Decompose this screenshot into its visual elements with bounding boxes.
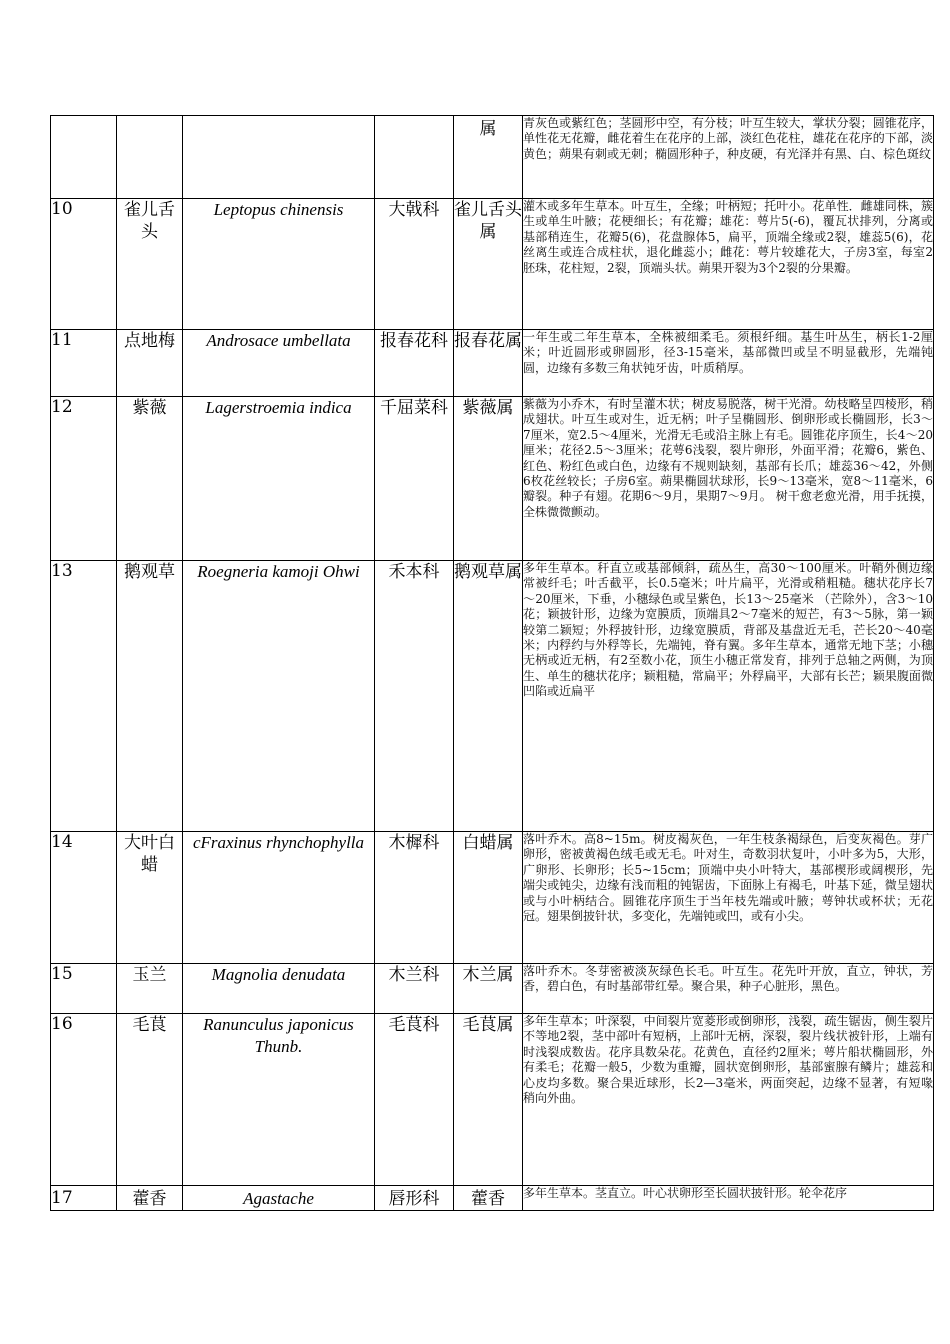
table-row	[51, 1014, 934, 1186]
genus-name: 紫薇属	[454, 397, 523, 561]
plant-name: 大叶白蜡	[117, 832, 183, 964]
family-name: 木樨科	[375, 832, 454, 964]
latin-name: Agastache	[183, 1186, 375, 1211]
plant-name: 玉兰	[117, 964, 183, 1014]
genus-name: 藿香	[454, 1186, 523, 1211]
table-row	[51, 832, 934, 964]
plant-name: 雀儿舌头	[117, 199, 183, 330]
family-name: 报春花科	[375, 330, 454, 397]
plant-name: 紫薇	[117, 397, 183, 561]
genus-name: 木兰属	[454, 964, 523, 1014]
table-row	[51, 964, 934, 1014]
latin-name: cFraxinus rhynchophylla	[183, 832, 375, 964]
table-row	[51, 1186, 934, 1211]
table-row	[51, 199, 934, 330]
plant-name: 鹅观草	[117, 561, 183, 832]
latin-name: Lagerstroemia indica	[183, 397, 375, 561]
table-row	[51, 330, 934, 397]
row-number: 11	[51, 330, 117, 397]
description: 一年生或二年生草本，全株被细柔毛。须根纤细。基生叶丛生，柄长1-2厘米；叶近圆形或卵圆形，径3-15毫米，基部微凹或呈不明显截形，先端钝圆，边缘有多数三角状钝牙齿，叶质稍厚。	[523, 330, 934, 397]
latin-name: Roegneria kamoji Ohwi	[183, 561, 375, 832]
description: 多年生草本；叶深裂，中间裂片宽菱形或倒卵形，浅裂，疏生锯齿，侧生裂片不等地2裂，茎中部叶有短柄，上部叶无柄，深裂，裂片线状被针形，上端有时浅裂成数齿。花序具数朵花。花黄色，直径约2厘米；萼片船状椭圆形，外有柔毛；花瓣一般5，少数为重瓣，圆状宽倒卵形，基部蜜腺有鳞片；雄蕊和心皮均多数。聚合果近球形，长2—3毫米，两面突起，边缘不显著，有短喙稍向外曲。	[523, 1014, 934, 1186]
plant-name	[117, 116, 183, 199]
row-number: 12	[51, 397, 117, 561]
plant-name: 藿香	[117, 1186, 183, 1211]
row-number: 10	[51, 199, 117, 330]
latin-name	[183, 116, 375, 199]
description: 落叶乔木。冬芽密被淡灰绿色长毛。叶互生。花先叶开放，直立，钟状，芳香，碧白色，有时基部带红晕。聚合果，种子心脏形，黑色。	[523, 964, 934, 1014]
description: 青灰色或紫红色；茎圆形中空，有分枝；叶互生较大，掌状分裂；圆锥花序，单性花无花瓣，雌花着生在花序的上部，淡红色花柱，雄花在花序的下部，淡黄色；蒴果有刺或无刺；椭圆形种子，种皮硬，有光泽并有黑、白、棕色斑纹	[523, 116, 934, 199]
table-row	[51, 397, 934, 561]
row-number: 16	[51, 1014, 117, 1186]
row-number: 14	[51, 832, 117, 964]
description: 灌木或多年生草本。叶互生，全缘；叶柄短；托叶小。花单性．雌雄同株，簇生或单生叶腋；花梗细长；有花瓣；雄花：萼片5(-6)，覆瓦状排列，分离或基部稍连生，花瓣5(6)，花盘腺体5，扁平，顶端全缘或2裂，雄蕊5(6)，花丝离生或连合成柱状，退化雌蕊小；雌花：萼片较雄花大，子房3室，每室2胚珠，花柱短，2裂，顶端头状。蒴果开裂为3个2裂的分果瓣。	[523, 199, 934, 330]
latin-name: Ranunculus japonicus Thunb.	[183, 1014, 375, 1186]
table-row	[51, 561, 934, 832]
row-number: 17	[51, 1186, 117, 1211]
genus-name: 鹅观草属	[454, 561, 523, 832]
genus-name: 报春花属	[454, 330, 523, 397]
description: 紫薇为小乔木，有时呈灌木状；树皮易脱落，树干光滑。幼枝略呈四棱形，稍成翅状。叶互生或对生，近无柄；叶子呈椭圆形、倒卵形或长椭圆形，长3～7厘米，宽2.5～4厘米，光滑无毛或沿主脉上有毛。圆锥花序顶生，长4～20厘米；花径2.5～3厘米；花萼6浅裂，裂片卵形，外面平滑；花瓣6，紫色、红色、粉红色或白色，边缘有不规则缺刻，基部有长爪；雄蕊36～42，外侧6枚花丝较长；子房6室。蒴果椭圆状球形，长9～13毫米，宽8～11毫米，6瓣裂。种子有翅。花期6～9月，果期7～9月。 树干愈老愈光滑，用手抚摸，全株微微颤动。	[523, 397, 934, 561]
family-name: 毛茛科	[375, 1014, 454, 1186]
latin-name: Magnolia denudata	[183, 964, 375, 1014]
family-name: 大戟科	[375, 199, 454, 330]
description: 落叶乔木。高8~15m。树皮褐灰色，一年生枝条褐绿色，后变灰褐色。芽广卵形，密被黄褐色绒毛或无毛。叶对生，奇数羽状复叶，小叶多为5，大形，广卵形、长卵形；长5~15cm；顶端中央小叶特大，基部楔形或阔楔形，先端尖或钝尖，边缘有浅而粗的钝锯齿，下面脉上有褐毛，叶基下延，微呈翅状或与小叶柄结合。圆锥花序顶生于当年枝先端或叶腋；萼钟状或杯状；无花冠。翅果倒披针状，多变化，先端钝或凹，或有小尖。	[523, 832, 934, 964]
row-number: 15	[51, 964, 117, 1014]
genus-name: 雀儿舌头属	[454, 199, 523, 330]
genus-name: 属	[454, 116, 523, 199]
row-number	[51, 116, 117, 199]
genus-name: 毛茛属	[454, 1014, 523, 1186]
table-row	[51, 116, 934, 199]
latin-name: Androsace umbellata	[183, 330, 375, 397]
plant-name: 点地梅	[117, 330, 183, 397]
genus-name: 白蜡属	[454, 832, 523, 964]
description: 多年生草本。茎直立。叶心状卵形至长圆状披针形。轮伞花序	[523, 1186, 934, 1211]
family-name	[375, 116, 454, 199]
family-name: 千屈菜科	[375, 397, 454, 561]
plant-table	[50, 115, 934, 1211]
family-name: 禾本科	[375, 561, 454, 832]
latin-name: Leptopus chinensis	[183, 199, 375, 330]
family-name: 木兰科	[375, 964, 454, 1014]
row-number: 13	[51, 561, 117, 832]
plant-name: 毛茛	[117, 1014, 183, 1186]
family-name: 唇形科	[375, 1186, 454, 1211]
description: 多年生草本。秆直立或基部倾斜，疏丛生，高30～100厘米。叶鞘外侧边缘常被纤毛；叶舌截平，长0.5毫米；叶片扁平，光滑或稍粗糙。穗状花序长7～20厘米，下垂，小穗绿色或呈紫色，长13～25毫米 （芒除外），含3～10花；颖披针形，边缘为宽膜质，顶端具2～7毫米的短芒，有3～5脉，第一颖较第二颖短；外稃披针形，边缘宽膜质，背部及基盘近无毛，芒长20～40毫米；内稃约与外稃等长，先端钝，脊有翼。多年生草本，通常无地下茎；小穗无柄或近无柄，有2至数小花，顶生小穗正常发育，排列于总轴之两侧，为顶生、单生的穗状花序；颖粗糙，常扁平；外稃扁平，大部有长芒；颖果腹面微凹陷或近扁平	[523, 561, 934, 832]
